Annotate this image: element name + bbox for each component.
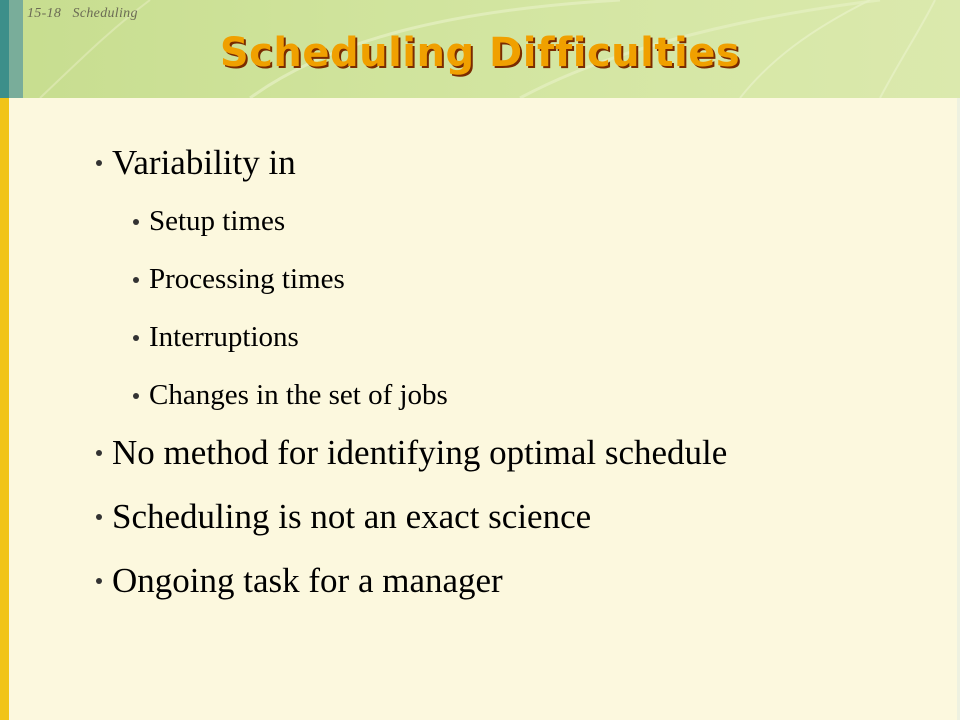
list-item-text: Changes in the set of jobs [149, 379, 448, 411]
list-item [96, 433, 727, 473]
list-item [96, 561, 503, 601]
list-item-text: Interruptions [149, 321, 299, 353]
bullet-icon [133, 335, 139, 341]
bullet-icon [96, 160, 102, 166]
list-item-text: Setup times [149, 205, 286, 237]
list-item-text: Variability in [112, 143, 296, 182]
running-head: 15-18 Scheduling [27, 6, 138, 21]
list-item-text: No method for identifying optimal schedule [112, 433, 728, 472]
bullet-icon [96, 450, 102, 456]
bullet-icon [96, 578, 102, 584]
sub-list-item [133, 321, 299, 354]
left-accent-bar [0, 0, 9, 720]
list-item-text: Ongoing task for a manager [112, 561, 503, 600]
bullet-icon [133, 219, 139, 225]
list-item-text: Processing times [149, 263, 345, 295]
bullet-icon [133, 393, 139, 399]
sub-list-item [133, 379, 448, 412]
bullet-icon [133, 277, 139, 283]
list-item-text: Scheduling is not an exact science [112, 497, 592, 536]
list-item [96, 497, 591, 537]
bullet-icon [96, 514, 102, 520]
sub-list-item [133, 263, 345, 296]
sub-list-item [133, 205, 285, 238]
list-item [96, 143, 296, 183]
slide-title: Scheduling Difficulties [219, 30, 741, 76]
